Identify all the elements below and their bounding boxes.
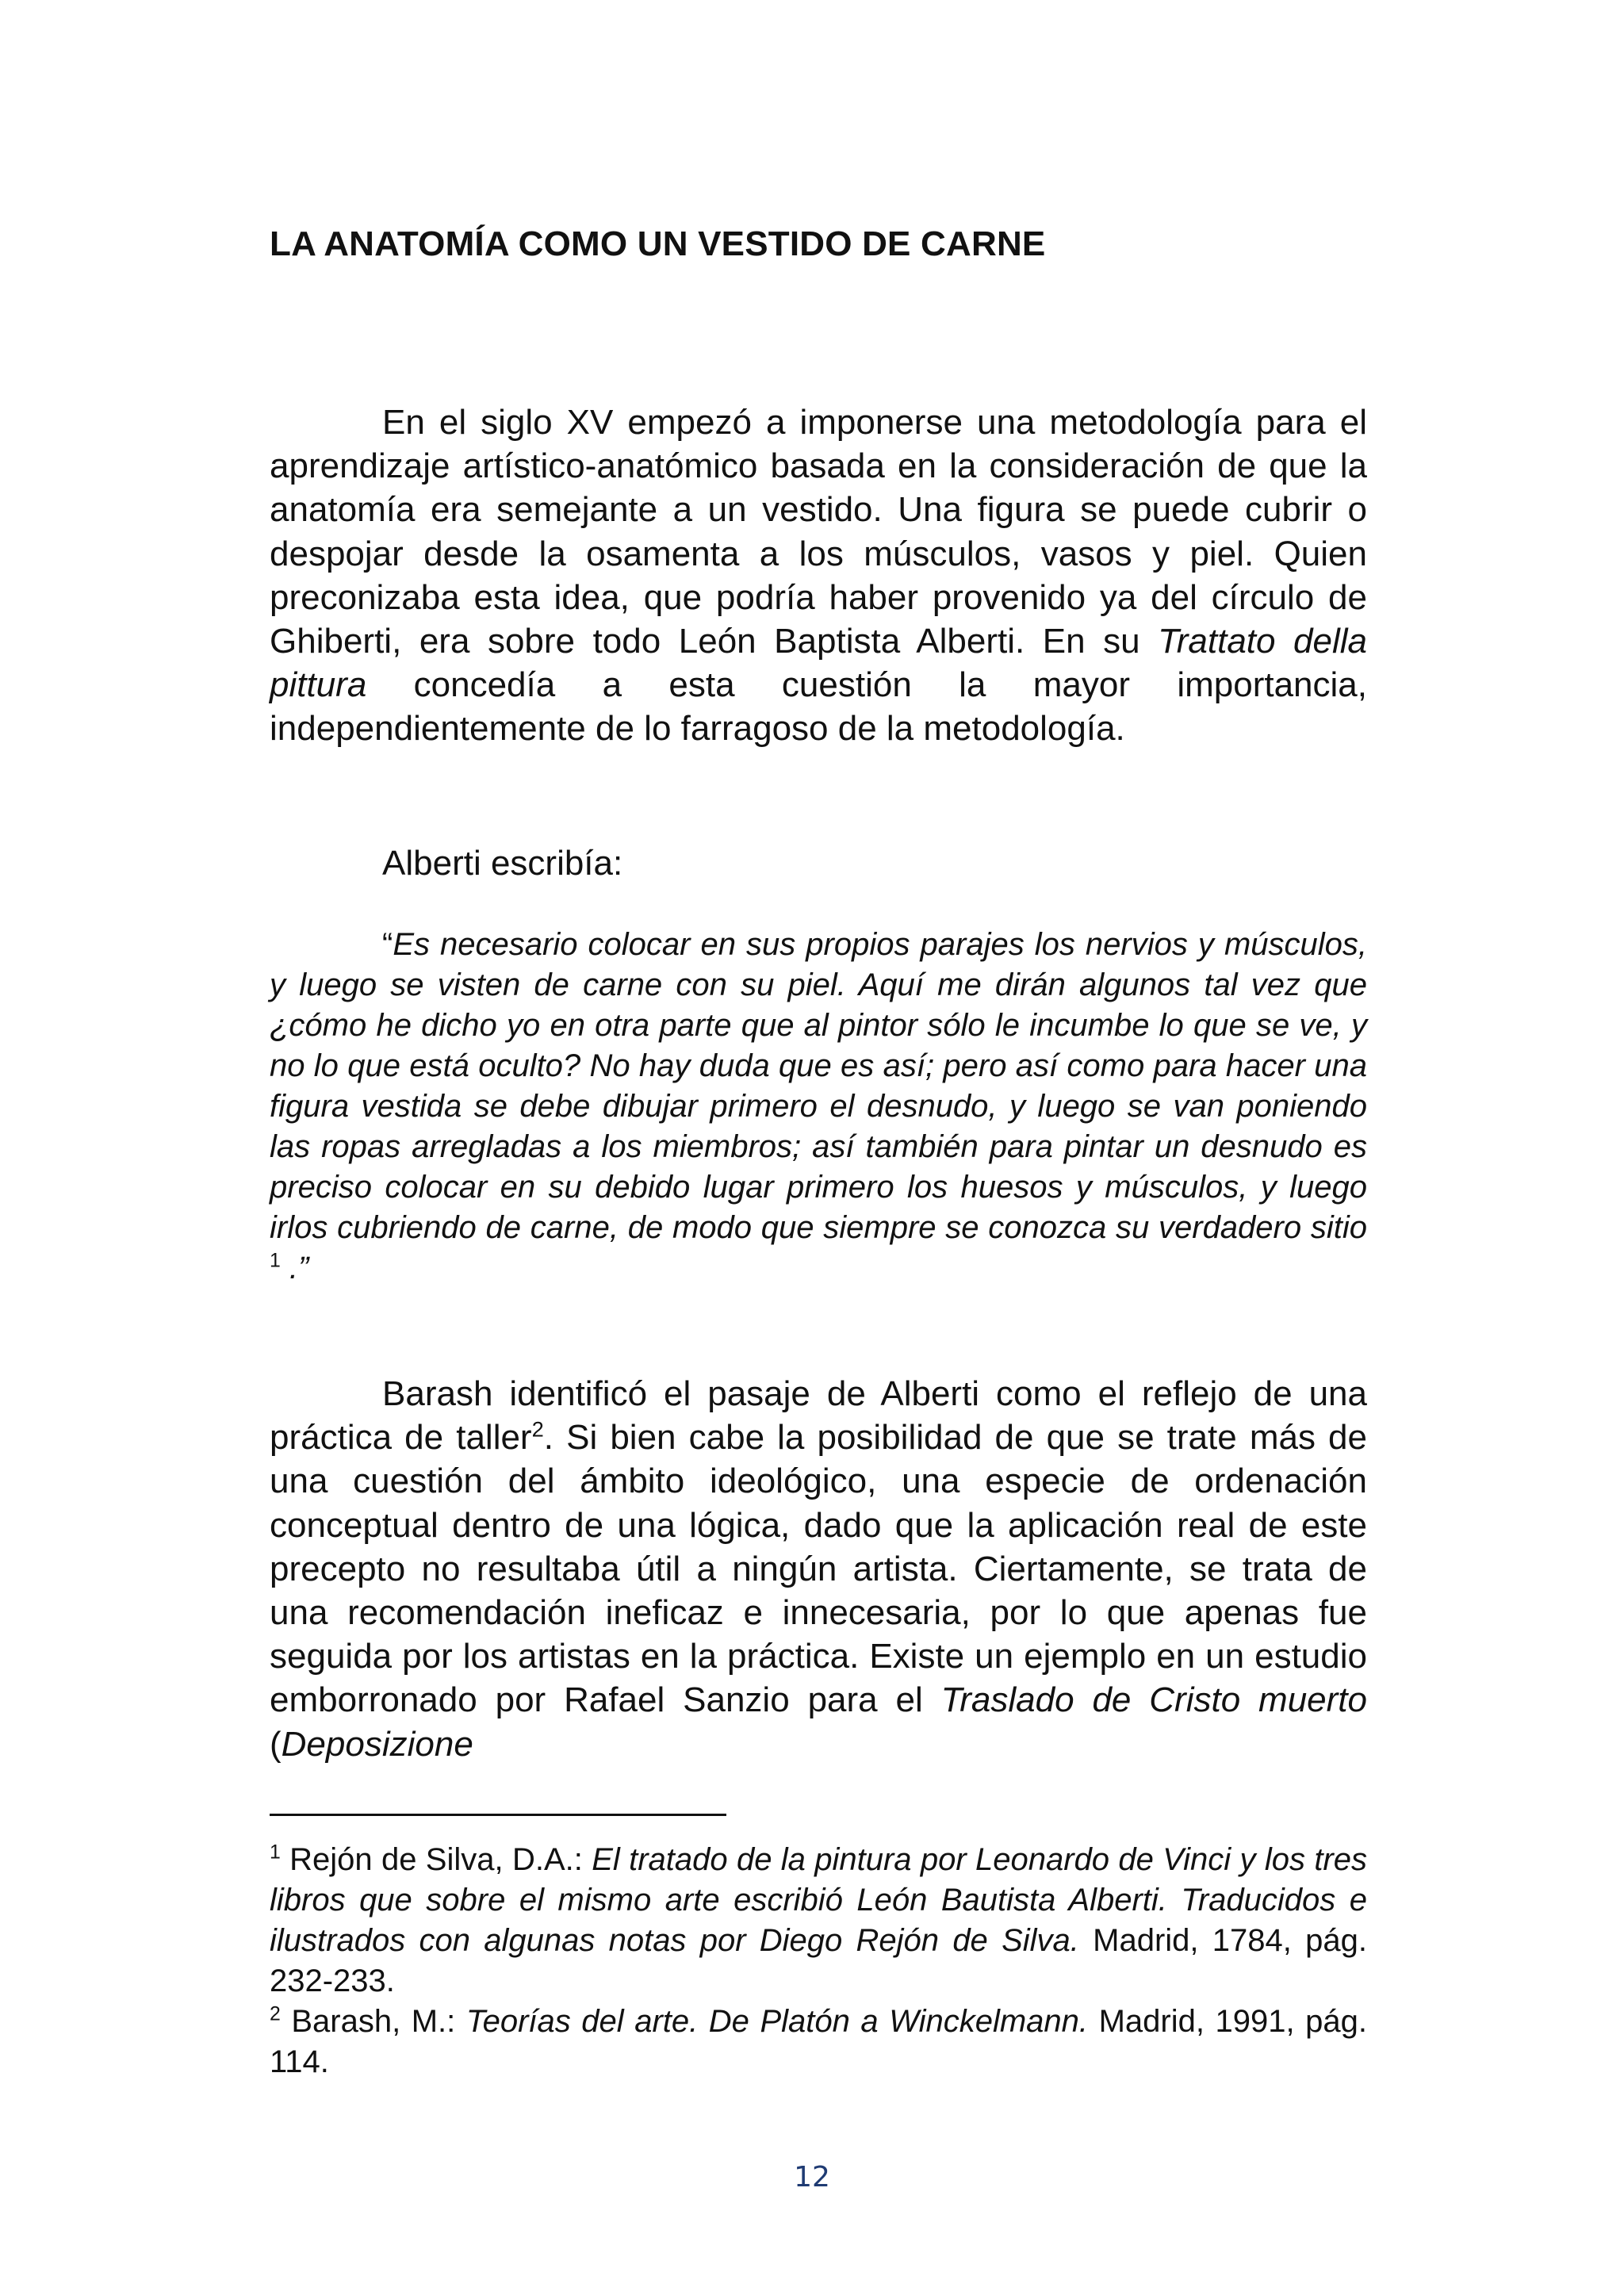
footnote-1-title: El tratado de la pintura por Leonardo de Vinci y los tres libros que sobre el mismo arte escribió León Bautista Alberti. Traducidos e ilustrados con algunas notas por Diego Rejón de Silva.	[270, 1842, 1367, 1958]
paragraph-3	[270, 1372, 1367, 1766]
footnote-2	[270, 2002, 1367, 2082]
paragraph-1-italic: Trattato della pittura	[270, 622, 1367, 705]
footnote-separator	[270, 1814, 726, 1816]
page-number: 12	[794, 2161, 830, 2193]
footnote-ref-2[interactable]: 2	[531, 1416, 544, 1442]
paragraph-1	[270, 400, 1367, 751]
paragraph-2-text: Alberti escribía:	[382, 844, 623, 883]
paragraph-1-text: En el siglo XV empezó a imponerse una metodología para el aprendizaje artístico-anatómico basada en la consideración de que la anatomía era semejante a un vestido. Una figura se puede cubrir o despojar desde la osamenta a los músculos, vasos y piel. Quien preconizaba esta idea, que podría haber provenido ya del círculo de Ghiberti, era sobre todo León Baptista Alberti. En su	[270, 403, 1367, 661]
quote-text: Es necesario colocar en sus propios parajes los nervios y músculos, y luego se visten de carne con su piel. Aquí me dirán algunos tal vez que ¿cómo he dicho yo en otra parte que al pintor sólo le incumbe lo que se ve, y no lo que está oculto? No hay duda que es así; pero así como para hacer una figura vestida se debe dibujar primero el desnudo, y luego se van poniendo las ropas arregladas a los miembros; así también para pintar un desnudo es preciso colocar en su debido lugar primero los huesos y músculos, y luego irlos cubriendo de carne, de modo que siempre se conozca su verdadero sitio	[270, 927, 1367, 1245]
paragraph-3-italic-title: Traslado de Cristo muerto	[940, 1680, 1367, 1720]
paragraph-3-text-cont: . Si bien cabe la posibilidad de que se trate más de una cuestión del ámbito ideológico, una especie de ordenación conceptual dentro de una lógica, dado que la aplicación real de este precepto no resultaba útil a ningún artista. Ciertamente, se trata de una recomendación ineficaz e innecesaria, por lo que apenas fue seguida por los artistas en la práctica. Existe un ejemplo en un estudio emborronado por Rafael Sanzio para el	[270, 1418, 1367, 1720]
paragraph-3-text: Barash identificó el pasaje de Alberti como el reflejo de una práctica de taller	[270, 1374, 1367, 1458]
quote-open-mark: “	[382, 927, 393, 962]
footnote-2-text: Barash, M.:	[280, 2004, 466, 2039]
footnote-2-title: Teorías del arte. De Platón a Winckelmann.	[465, 2004, 1089, 2039]
paragraph-2	[270, 841, 1367, 885]
section-title: LA ANATOMÍA COMO UN VESTIDO DE CARNE	[270, 224, 1046, 263]
paragraph-1-text-end: concedía a esta cuestión la mayor importancia, independientemente de lo farragoso de la metodología.	[270, 665, 1367, 749]
paragraph-3-paren: (	[270, 1724, 282, 1764]
footnote-1-number: 1	[270, 1841, 281, 1864]
block-quote	[270, 925, 1367, 1289]
quote-close: .”	[280, 1251, 309, 1285]
footnote-1-text-end: Madrid, 1784, pág. 232-233.	[270, 1923, 1368, 1998]
footnote-2-number: 2	[270, 2003, 281, 2025]
footnotes	[270, 1840, 1367, 2082]
footnote-1-text: Rejón de Silva, D.A.:	[280, 1842, 592, 1877]
footnote-ref-1[interactable]: 1	[270, 1250, 281, 1272]
footnote-1	[270, 1840, 1367, 2002]
paragraph-3-italic-title-2: Deposizione	[281, 1724, 473, 1764]
footnote-2-text-end: Madrid, 1991, pág. 114.	[270, 2004, 1367, 2079]
